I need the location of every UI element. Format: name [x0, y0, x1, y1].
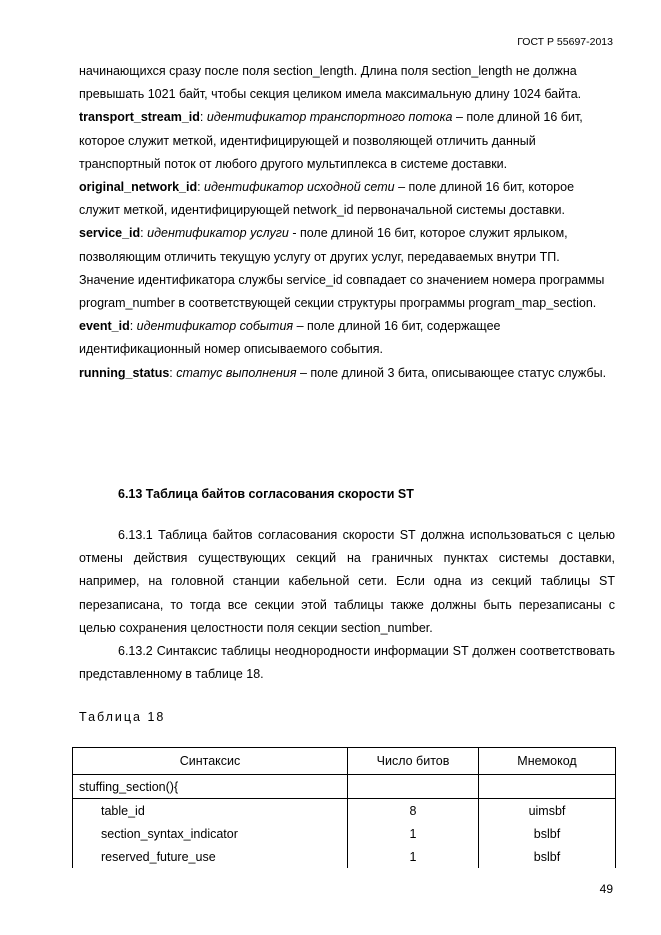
- term-desc: – поле длиной 16 бит, которое служит меткой, идентифицирующей и позволяющей отличить данный транспортный поток от любого другого мультиплекса в системе доставки.: [79, 110, 583, 171]
- paragraph: 6.13.1 Таблица байтов согласования скорости ST должна использоваться с целью отмены действия существующих секций на граничных пунктах системы доставки, например, на головной станции кабельной сети. Если одна из секций таблицы ST перезаписана, то тогда все секции этой таблицы также должны быть перезаписаны с целью сохранения целостности поля секции section_number.: [79, 528, 615, 635]
- term-name: идентификатор транспортного потока: [206, 110, 453, 125]
- term: service_id: [79, 226, 141, 241]
- paragraph: 6.13.2 Синтаксис таблицы неоднородности информации ST должен соответствовать представленному в таблице 18.: [79, 644, 615, 682]
- syntax-cell: reserved_future_use: [73, 845, 348, 868]
- section-title: 6.13 Таблица байтов согласования скорости ST: [118, 487, 414, 501]
- term-desc: – поле длиной 16 бит, содержащее идентификационный номер описываемого события.: [79, 319, 501, 357]
- definition-event-id: event_id: идентификатор события – поле длиной 16 бит, содержащее идентификационный номер описываемого события.: [79, 319, 501, 357]
- column-header-syntax: Синтаксис: [73, 748, 348, 775]
- mnemonic-cell: uimsbf: [479, 799, 616, 823]
- definition-original-network-id: original_network_id: идентификатор исходной сети – поле длиной 16 бит, которое служит меткой, идентифицирующей network_id первоначальной системы доставки.: [79, 180, 575, 218]
- table-row: [73, 822, 616, 845]
- term: running_status: [79, 365, 170, 380]
- term: original_network_id: [79, 180, 198, 195]
- mnemonic-cell: [479, 775, 616, 799]
- syntax-cell: section_syntax_indicator: [73, 822, 348, 845]
- table-header-row: [73, 748, 616, 775]
- column-header-bits: Число битов: [348, 748, 479, 775]
- term: event_id: [79, 319, 130, 334]
- document-code: ГОСТ Р 55697-2013: [517, 36, 613, 48]
- paragraph: начинающихся сразу после поля section_length. Длина поля section_length не должна превышать 1021 байт, чтобы секция целиком имела максимальную длину 1024 байта.: [79, 64, 582, 102]
- bits-cell: 1: [348, 845, 479, 868]
- body-text: [79, 60, 615, 385]
- mnemonic-cell: bslbf: [479, 845, 616, 868]
- term-desc: – поле длиной 16 бит, которое служит меткой, идентифицирующей network_id первоначальной системы доставки.: [79, 180, 575, 218]
- term-desc: - поле длиной 16 бит, которое служит ярлыком, позволяющим отличить текущую услугу от других услуг, передаваемых внутри ТП. Значение идентификатора службы service_id совпадает со значением номера программы program_number в соответствующей секции структуры программы program_map_section.: [79, 226, 605, 311]
- column-header-mnemonic: Мнемокод: [479, 748, 616, 775]
- term-desc: – поле длиной 3 бита, описывающее статус службы.: [296, 365, 607, 380]
- bits-cell: [348, 775, 479, 799]
- mnemonic-cell: bslbf: [479, 822, 616, 845]
- paragraph-6-13-1: [79, 524, 615, 640]
- syntax-table: [72, 747, 616, 868]
- syntax-cell: table_id: [73, 799, 348, 823]
- table-row: [73, 799, 616, 823]
- definition-service-id: service_id: идентификатор услуги - поле длиной 16 бит, которое служит ярлыком, позволяющим отличить текущую услугу от других услуг, передаваемых внутри ТП. Значение идентификатора службы service_id совпадает со значением номера программы program_number в соответствующей секции структуры программы program_map_section.: [79, 226, 605, 311]
- table-row: [73, 775, 616, 799]
- bits-cell: 1: [348, 822, 479, 845]
- term-name: идентификатор исходной сети: [204, 180, 395, 195]
- term-name: идентификатор услуги: [147, 226, 289, 241]
- syntax-cell: stuffing_section(){: [73, 775, 348, 799]
- term-name: идентификатор события: [136, 319, 294, 334]
- definition-transport-stream-id: transport_stream_id: идентификатор транспортного потока – поле длиной 16 бит, которое служит меткой, идентифицирующей и позволяющей отличить данный транспортный поток от любого другого мультиплекса в системе доставки.: [79, 110, 583, 171]
- paragraph-6-13-2: [79, 640, 615, 686]
- bits-cell: 8: [348, 799, 479, 823]
- table-caption: Таблица 18: [79, 710, 166, 724]
- definition-running-status: running_status: статус выполнения – поле длиной 3 бита, описывающее статус службы.: [79, 365, 607, 380]
- table-row: [73, 845, 616, 868]
- term: transport_stream_id: [79, 110, 200, 125]
- term-name: статус выполнения: [176, 365, 297, 380]
- page-number: 49: [599, 882, 613, 896]
